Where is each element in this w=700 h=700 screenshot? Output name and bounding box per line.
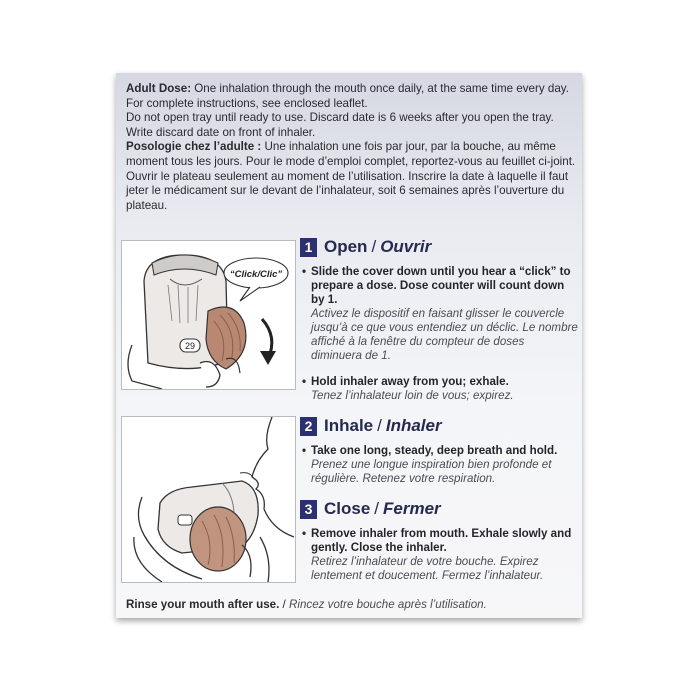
dosage-intro [126, 82, 578, 213]
step-2-bullet-1-fr: Prenez une longue inspiration bien profonde et régulière. Retenez votre respiration. [311, 458, 552, 485]
step-3-bullet-1-fr: Retirez l’inhalateur de votre bouche. Expirez lentement et doucement. Fermez l’inhalateur. [311, 555, 544, 582]
instruction-panel [116, 73, 582, 618]
step-1-bullet-2-en: Hold inhaler away from you; exhale. [311, 375, 509, 388]
step-1-bullet-1-en: Slide the cover down until you hear a “click” to prepare a dose. Dose counter will count down by 1. [311, 265, 571, 306]
step-3-bullet-1: • Remove inhaler from mouth. Exhale slowly and gently. Close the inhaler. Retirez l’inhalateur de votre bouche. Expirez lentement et doucement. Fermez l’inhalateur. [302, 527, 578, 583]
step-3-number: 3 [300, 500, 317, 519]
step-2-title-en: Inhale [324, 416, 374, 435]
rinse-footer-sep: / [279, 598, 289, 611]
step-1-heading: 1 Open / Ouvrir [300, 237, 431, 257]
tray-warning-text: Do not open tray until ready to use. Discard date is 6 weeks after you open the tray. Write discard date on front of inhaler. [126, 111, 554, 139]
hand-opening-inhaler-icon [122, 241, 295, 389]
rinse-footer-en: Rinse your mouth after use. [126, 598, 280, 611]
posologie-label: Posologie chez l’adulte : [126, 140, 262, 154]
dose-counter-value: 29 [184, 341, 196, 351]
step-2-bullet-1: • Take one long, steady, deep breath and hold. Prenez une longue inspiration bien profonde et régulière. Retenez votre respiration. [302, 444, 578, 486]
step-2-heading: 2 Inhale / Inhaler [300, 416, 442, 436]
step-1-bullet-1: • Slide the cover down until you hear a “click” to prepare a dose. Dose counter will count down by 1. Activez le dispositif en faisant glisser le couvercle jusqu’à ce que vous entendiez un déclic. Le nombre affiché à la fenêtre du compteur de doses diminuera de 1. [302, 265, 578, 362]
step-1-bullet-2: • Hold inhaler away from you; exhale. Tenez l’inhalateur loin de vous; expirez. [302, 375, 578, 403]
step-2-number: 2 [300, 417, 317, 436]
step-3-title-fr: Fermer [383, 499, 441, 518]
rinse-footer-fr: Rincez votre bouche après l’utilisation. [289, 598, 487, 611]
rinse-footer [126, 598, 578, 612]
step-1-number: 1 [300, 238, 317, 257]
step-2-bullet-1-en: Take one long, steady, deep breath and hold. [311, 444, 558, 457]
step-3-heading: 3 Close / Fermer [300, 499, 441, 519]
adult-dose-label: Adult Dose: [126, 82, 192, 95]
step-2-title-fr: Inhaler [385, 416, 442, 435]
step-1-bullet-2-fr: Tenez l’inhalateur loin de vous; expirez. [311, 389, 514, 402]
open-illustration [121, 240, 296, 390]
person-inhaling-icon [122, 417, 295, 582]
step-1-title-fr: Ouvrir [380, 237, 432, 256]
adult-dose-text: One inhalation through the mouth once daily, at the same time every day. For complete instructions, see enclosed leaflet. [126, 82, 569, 110]
step-1-bullet-1-fr: Activez le dispositif en faisant glisser le couvercle jusqu’à ce que vous entendiez un déclic. Le nombre affiché à la fenêtre du compteur de doses diminuera de 1. [311, 307, 578, 362]
posologie-text: Une inhalation une fois par jour, par la bouche, au même moment tous les jours. Pour le mode d’emploi complet, reportez-vous au feuillet ci-joint. Ouvrir le plateau seulement au moment de l’utilisation. Inscrire la date à laquelle il faut jeter le médicament sur le devant de l’inhalateur, soit 6 semaines après l’ouverture du plateau. [126, 140, 576, 212]
step-1-title-en: Open [324, 237, 368, 256]
adult-dose-paragraph [126, 82, 578, 111]
click-label: “Click/Clic” [229, 269, 283, 280]
step-3-title-en: Close [324, 499, 371, 518]
inhale-illustration [121, 416, 296, 583]
posologie-paragraph [126, 140, 578, 213]
step-3-bullet-1-en: Remove inhaler from mouth. Exhale slowly and gently. Close the inhaler. [311, 527, 572, 554]
